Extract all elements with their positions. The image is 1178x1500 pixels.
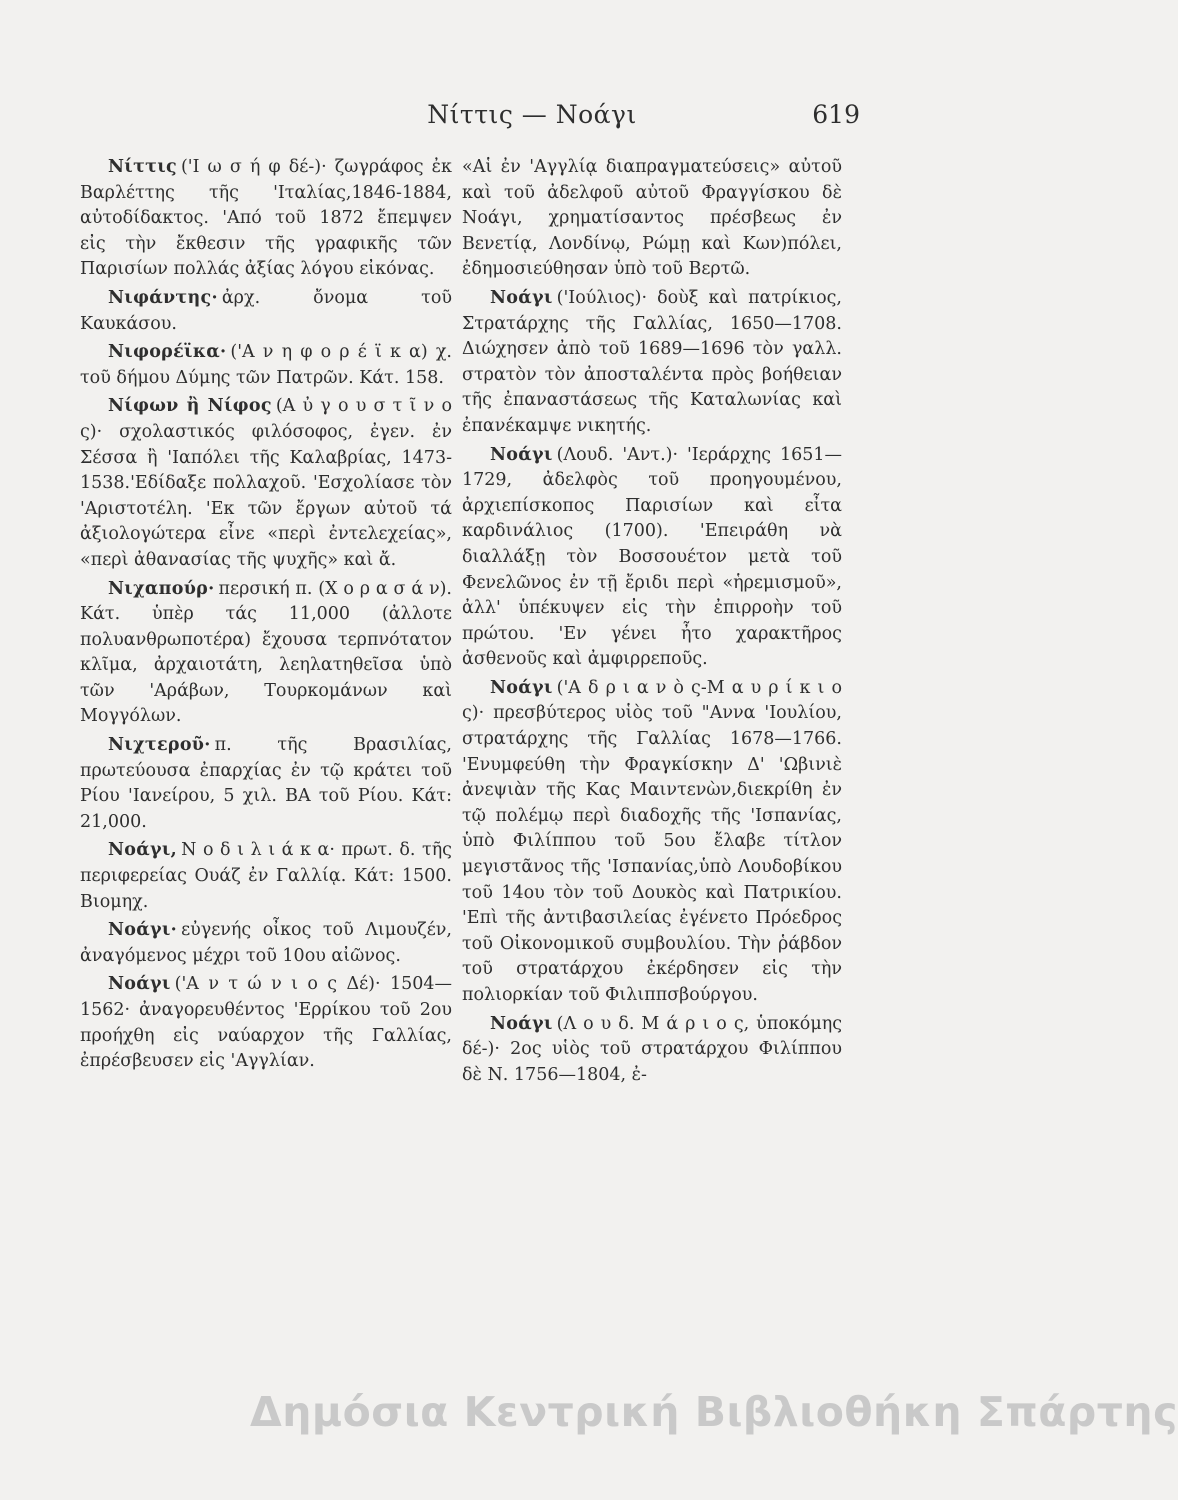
left-column [80,155,452,1078]
dictionary-entry [80,972,452,1074]
dictionary-entry [80,155,452,283]
running-head: Νίττις — Νοάγι [427,100,637,129]
dictionary-entry [80,340,452,391]
dictionary-entry [80,577,452,731]
entry-headword: Νοάγι [490,287,553,308]
dictionary-entry [80,733,452,835]
dictionary-entry [80,918,452,969]
entry-headword: Νιχαπούρ· [108,578,215,599]
entry-headword: Νίφων ἢ Νίφος [108,396,272,417]
entry-text: ('Α ν τ ώ ν ι ο ς Δέ)· 1504—1562· ἀναγορευθέντος 'Ερρίκου τοῦ 2ου προήχθη εἰς ναύαρχον τῆς Γαλλίας, ἐπρέσβευσεν εἰς 'Αγγλίαν. [80,974,452,1072]
entry-text: (Λουδ. 'Αντ.)· 'Ιεράρχης 1651—1729, ἀδελφὸς τοῦ προηγουμένου, ἀρχιεπίσκοπος Παρισίων καὶ εἶτα καρδινάλιος (1700). 'Επειράθη νὰ διαλλάξῃ τὸν Βοσσουέτον μετὰ τοῦ Φενελῶνος ἐν τῇ ἔριδι περὶ «ἡρεμισμοῦ», ἀλλ' ὑπέκυψεν εἰς τὴν ἐπιρροὴν τοῦ πρώτου. 'Εν γένει ἦτο χαρακτῆρος ἀσθενοῦς καὶ ἀμφιρρεποῦς. [462,444,842,670]
entry-headword: Νοάγι, [108,840,178,861]
right-column [462,155,842,1091]
entry-headword: Νοάγι [490,444,553,465]
entry-text: εὐγενής οἶκος τοῦ Λιμουζέν, ἀναγόμενος μέχρι τοῦ 10ου αἰῶνος. [80,920,452,966]
entry-headword: Νιφάντης· [108,287,218,308]
entry-headword: Νιχτεροῦ· [108,735,211,756]
entry-text: ('Ιούλιος)· δοὺξ καὶ πατρίκιος, Στρατάρχης τῆς Γαλλίας, 1650—1708. Διώχησεν ἀπὸ τοῦ 1689—1696 τὸν γαλλ. στρατὸν τὸν ἀποσταλέντα πρὸς βοήθειαν τῆς ἐπαναστάσεως τῆς Καταλωνίας καὶ ἐπανέκαμψε νικητής. [462,287,842,436]
dictionary-entry [80,394,452,573]
entry-headword: Νοάγι· [108,920,178,941]
dictionary-entry [462,676,842,1009]
entry-headword: Νοάγι [490,677,553,698]
entry-text: περσική π. (Χ ο ρ α σ ά ν). Κάτ. ὑπὲρ τάς 11,000 (ἀλλοτε πολυανθρωποτέρα) ἔχουσα τερπνότατον κλῖμα, ἀρχαιοτάτη, λεηλατηθεῖσα ὑπὸ τῶν 'Αράβων, Τουρκομάνων καὶ Μογγόλων. [80,578,452,727]
entry-headword: Νοάγι [108,974,171,995]
entry-headword: Νίττις [108,157,177,177]
entry-text: Ν ο δ ι λ ι ά κ α· πρωτ. δ. τῆς περιφερείας Ουάζ ἐν Γαλλίᾳ. Κάτ: 1500. Βιομηχ. [80,840,452,912]
dictionary-entry [80,286,452,337]
dictionary-entry [462,1012,842,1089]
page-number: 619 [812,100,860,129]
entry-text: ἀρχ. ὄνομα τοῦ Καυκάσου. [80,287,452,334]
entry-text: (Α ὐ γ ο υ σ τ ῖ ν ο ς)· σχολαστικός φιλόσοφος, ἐγεν. ἐν Σέσσα ἢ 'Ιαπόλει τῆς Καλαβρίας, 1473-1538.'Εδίδαξε πολλαχοῦ. 'Εσχολίασε τὸν 'Αριστοτέλη. 'Εκ τῶν ἔργων αὐτοῦ τά ἀξιολογώτερα εἶνε «περὶ ἐντελεχείας», «περὶ ἀθανασίας τῆς ψυχῆς» καὶ ἄ. [80,396,452,570]
entry-text: π. τῆς Βρασιλίας, πρωτεύουσα ἐπαρχίας ἐν τῷ κράτει τοῦ Ρίου 'Ιανείρου, 5 χιλ. ΒΑ τοῦ Ρίου. Κάτ: 21,000. [80,735,452,832]
dictionary-entry [462,286,842,440]
page-header [0,100,1032,140]
entry-headword: Νιφορέϊκα· [108,342,227,363]
entry-text: «Αἱ ἐν 'Αγγλίᾳ διαπραγματεύσεις» αὐτοῦ καὶ τοῦ ἀδελφοῦ αὐτοῦ Φραγγίσκου δὲ Νοάγι, χρηματίσαντος πρέσβεως ἐν Βενετίᾳ, Λονδίνῳ, Ρώμῃ καὶ Κων)πόλει, ἐδημοσιεύθησαν ὑπὸ τοῦ Βερτῶ. [462,157,842,280]
entry-text: ('Α ν η φ ο ρ έ ϊ κ α) χ. τοῦ δήμου Δύμης τῶν Πατρῶν. Κάτ. 158. [80,342,452,388]
dictionary-entry [80,838,452,915]
dictionary-entry-continuation [462,155,842,283]
entry-headword: Νοάγι [490,1013,553,1034]
entry-text: (Λ ο υ δ. Μ ά ρ ι ο ς, ὑποκόμης δέ-)· 2ος υἱὸς τοῦ στρατάρχου Φιλίππου δὲ Ν. 1756—1804, ἐ- [462,1013,842,1085]
entry-text: ('Ι ω σ ή φ δέ-)· ζωγράφος ἐκ Βαρλέττης τῆς 'Ιταλίας,1846-1884, αὐτοδίδακτος. 'Από τοῦ 1872 ἔπεμψεν εἰς τὴν ἔκθεσιν τῆς γραφικῆς τῶν Παρισίων πολλάς ἀξίας λόγου εἰκόνας. [80,157,452,280]
dictionary-entry [462,443,842,673]
entry-text: ('Α δ ρ ι α ν ὸ ς-Μ α υ ρ ί κ ι ο ς)· πρεσβύτερος υἱὸς τοῦ "Αννα 'Ιουλίου, στρατάρχης τῆς Γαλλίας 1678—1766. 'Ενυμφεύθη τὴν Φραγκίσκην Δ' 'Ωβινιὲ ἀνεψιὰν τῆς Κας Μαιντενὼν,διεκρίθη ἐν τῷ πολέμῳ περὶ διαδοχῆς τῆς 'Ισπανίας, ὑπὸ Φιλίππου τοῦ 5ου ἔλαβε τίτλον μεγιστᾶνος τῆς 'Ισπανίας,ὑπὸ Λουδοβίκου τοῦ 14ου τὸν τοῦ Δουκὸς καὶ Πατρικίου. 'Επὶ τῆς ἀντιβασιλείας ἐγένετο Πρόεδρος τοῦ Οἰκονομικοῦ συμβουλίου. Τὴν ῥάβδον τοῦ στρατάρχου ἐκέρδησεν εἰς τὴν πολιορκίαν τοῦ Φιλιππσβούργου. [462,677,842,1005]
library-watermark: Δημόσια Κεντρική Βιβλιοθήκη Σπάρτης [250,1388,1178,1436]
